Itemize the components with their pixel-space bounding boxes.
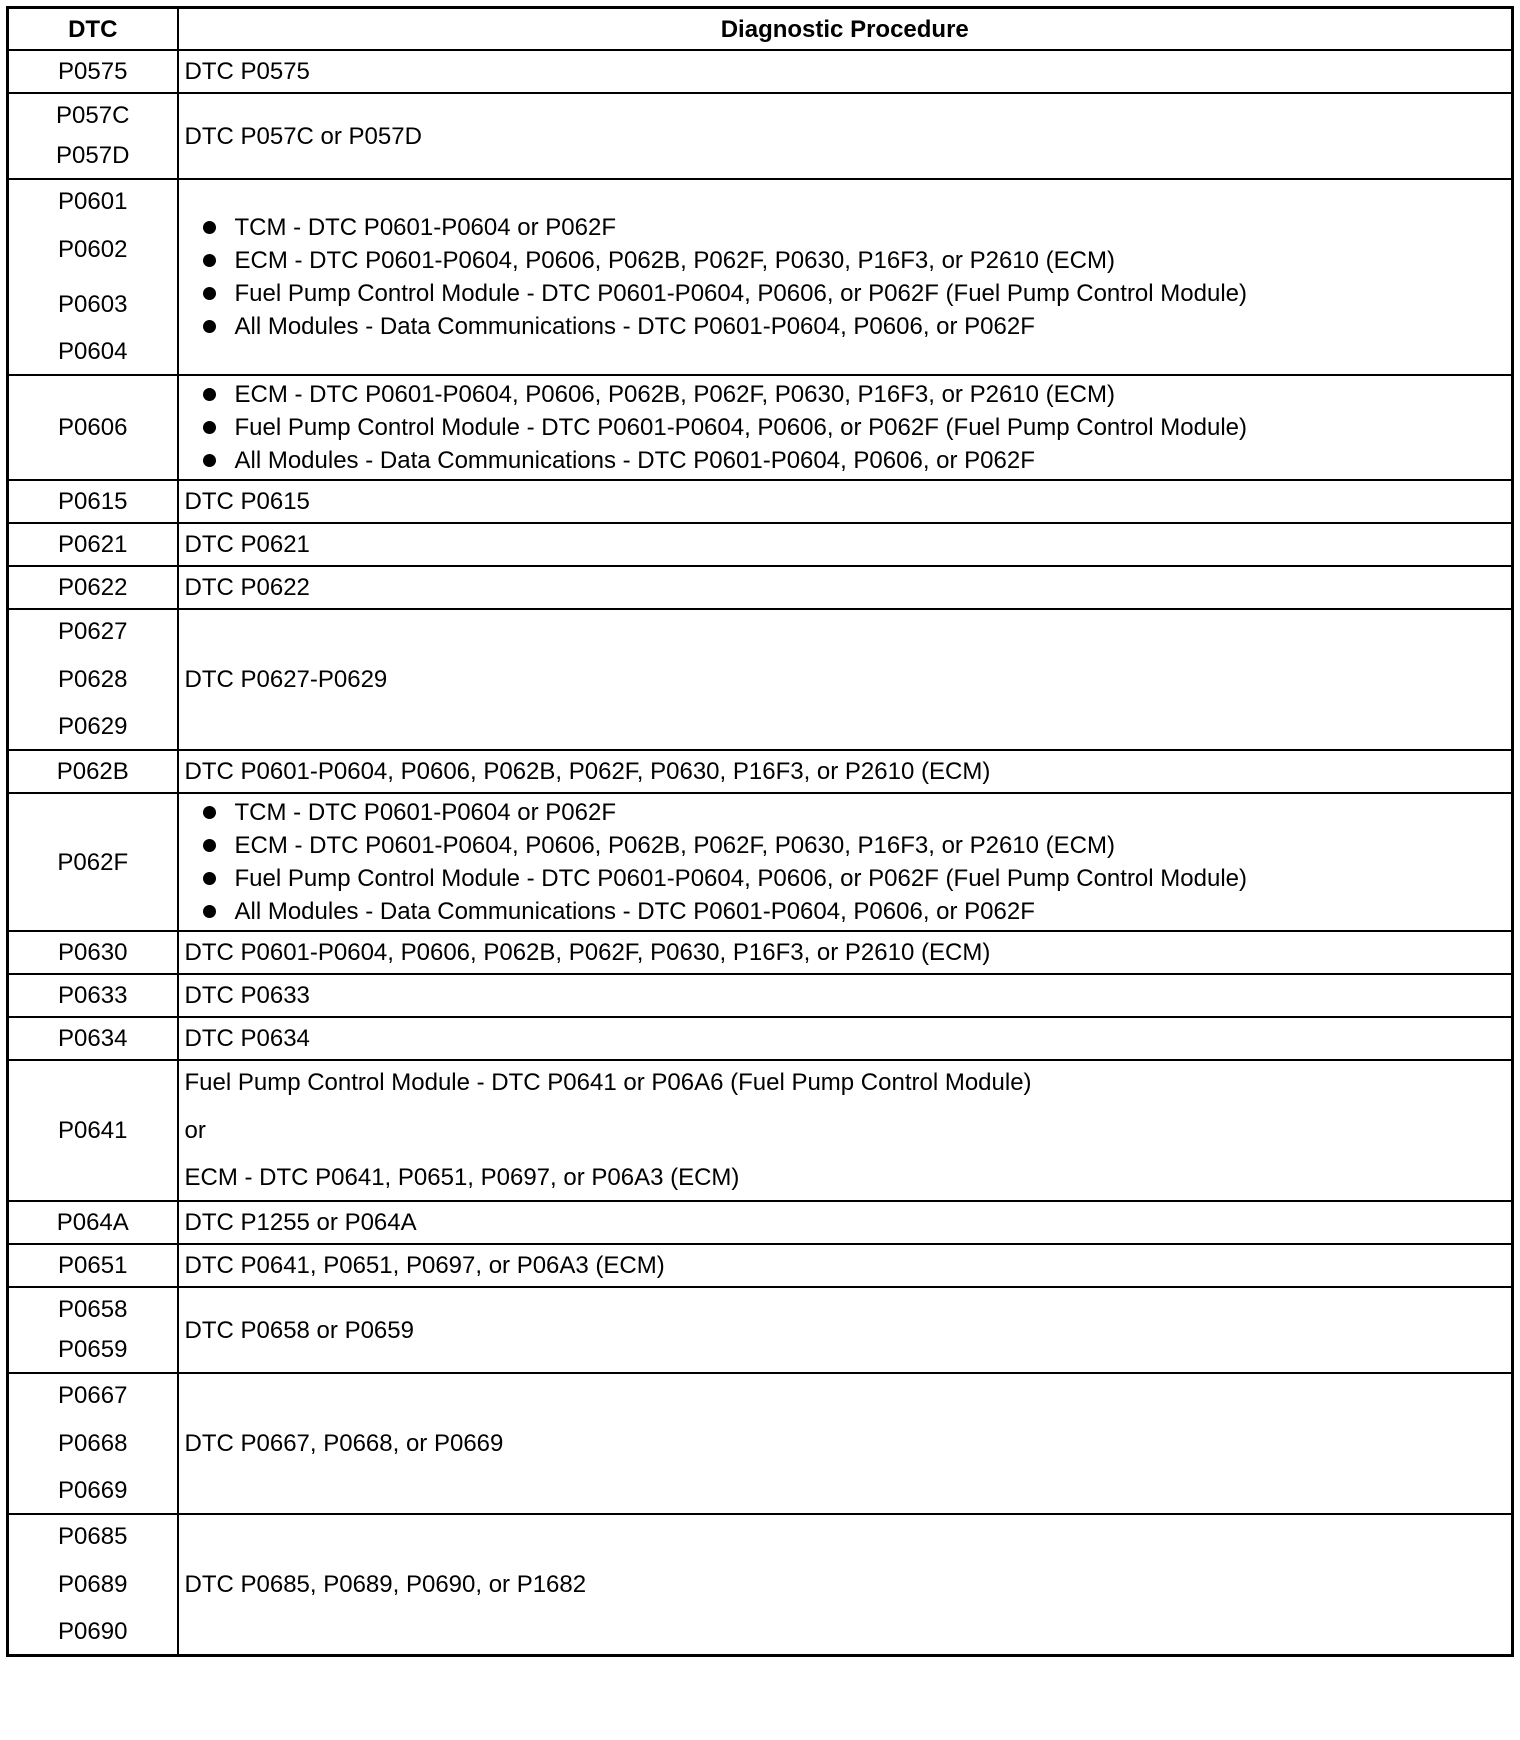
procedure-link-text[interactable]: DTC P0641, P0651, P0697, or P06A3 (ECM) — [184, 1252, 665, 1279]
dtc-code-cell — [8, 1060, 178, 1201]
procedure-link-text[interactable]: Fuel Pump Control Module - DTC P0601-P0604, P0606, or P062F (Fuel Pump Control Module) — [234, 865, 1247, 892]
header-row — [8, 8, 1513, 51]
procedure-link-text[interactable]: TCM - DTC P0601-P0604 or P062F — [234, 214, 616, 241]
procedure-link-text[interactable]: ECM - DTC P0601-P0604, P0606, P062B, P062F, P0630, P16F3, or P2610 (ECM) — [234, 247, 1115, 274]
bullet-dot-icon — [203, 839, 216, 852]
procedure-bullet-item — [203, 796, 1506, 829]
dtc-code: P0615 — [58, 488, 128, 515]
dtc-code-list — [9, 612, 177, 747]
procedure-link-text[interactable]: DTC P0634 — [184, 1025, 310, 1052]
dtc-code-list — [9, 1290, 177, 1370]
dtc-code: P0634 — [58, 1025, 128, 1052]
dtc-code-list — [9, 569, 177, 606]
bullet-dot-icon — [203, 388, 216, 401]
dtc-code: P0601 — [58, 188, 128, 215]
dtc-code-list — [9, 182, 177, 372]
dtc-code-cell — [8, 93, 178, 179]
dtc-code: P0575 — [58, 58, 128, 85]
dtc-code: P0622 — [58, 574, 128, 601]
bullet-dot-icon — [203, 454, 216, 467]
procedure-bullet-list — [185, 796, 1506, 928]
procedure-bullet-item — [203, 211, 1506, 244]
diagnostic-procedure-cell — [178, 1244, 1513, 1287]
dtc-code: P0690 — [58, 1618, 128, 1645]
dtc-code: P0629 — [58, 713, 128, 740]
dtc-code: P0668 — [58, 1430, 128, 1457]
table-row — [8, 609, 1513, 750]
dtc-code-list — [9, 53, 177, 90]
dtc-code: P0604 — [58, 338, 128, 365]
procedure-link-text[interactable]: DTC P0621 — [184, 531, 310, 558]
dtc-code: P0606 — [58, 414, 128, 441]
dtc-code-list — [9, 483, 177, 520]
dtc-code: P0689 — [58, 1571, 128, 1598]
dtc-code: P0659 — [58, 1336, 128, 1363]
dtc-code: P0667 — [58, 1382, 128, 1409]
table-row — [8, 1287, 1513, 1373]
table-row — [8, 1060, 1513, 1201]
procedure-link-text[interactable]: DTC P0627-P0629 — [184, 666, 388, 693]
dtc-code-cell — [8, 1373, 178, 1514]
diagnostic-procedure-cell — [178, 793, 1513, 931]
dtc-code-list — [9, 1204, 177, 1241]
dtc-code-cell — [8, 375, 178, 480]
procedure-paragraph[interactable]: ECM - DTC P0641, P0651, P0697, or P06A3 (ECM) — [184, 1164, 740, 1191]
procedure-link-text[interactable]: DTC P0615 — [184, 488, 310, 515]
procedure-bullet-item — [203, 378, 1506, 411]
table-row — [8, 1244, 1513, 1287]
bullet-dot-icon — [203, 320, 216, 333]
table-row — [8, 974, 1513, 1017]
dtc-code-cell — [8, 480, 178, 523]
table-row — [8, 50, 1513, 93]
diagnostic-procedure-cell — [178, 750, 1513, 793]
procedure-column-header: Diagnostic Procedure — [178, 8, 1513, 51]
dtc-code: P0641 — [58, 1117, 128, 1144]
dtc-code-cell — [8, 1201, 178, 1244]
dtc-code-list — [9, 753, 177, 790]
diagnostic-procedure-cell — [178, 1017, 1513, 1060]
diagnostic-procedure-cell — [178, 1201, 1513, 1244]
procedure-bullet-item — [203, 444, 1506, 477]
diagnostic-procedure-cell — [178, 480, 1513, 523]
dtc-code-cell — [8, 179, 178, 375]
procedure-bullet-item — [203, 829, 1506, 862]
procedure-bullet-item — [203, 411, 1506, 444]
diagnostic-procedure-cell — [178, 1287, 1513, 1373]
procedure-link-text[interactable]: ECM - DTC P0601-P0604, P0606, P062B, P062F, P0630, P16F3, or P2610 (ECM) — [234, 381, 1115, 408]
procedure-bullet-list — [185, 378, 1506, 477]
table-body — [8, 50, 1513, 1656]
dtc-code-cell — [8, 793, 178, 931]
dtc-code: P057C — [56, 102, 130, 129]
procedure-bullet-item — [203, 277, 1506, 310]
dtc-code-list — [9, 1020, 177, 1057]
diagnostic-procedure-cell — [178, 1373, 1513, 1514]
dtc-code: P0633 — [58, 982, 128, 1009]
diagnostic-procedure-cell — [178, 1060, 1513, 1201]
dtc-code-list — [9, 409, 177, 446]
procedure-link-text[interactable]: DTC P0633 — [184, 982, 310, 1009]
table-row — [8, 750, 1513, 793]
dtc-code: P0628 — [58, 666, 128, 693]
dtc-code-list — [9, 1112, 177, 1149]
dtc-code: P057D — [56, 142, 130, 169]
procedure-link-text[interactable]: ECM - DTC P0601-P0604, P0606, P062B, P062F, P0630, P16F3, or P2610 (ECM) — [234, 832, 1115, 859]
table-row — [8, 793, 1513, 931]
dtc-code-cell — [8, 1514, 178, 1656]
dtc-code: P0651 — [58, 1252, 128, 1279]
dtc-code: P064A — [56, 1209, 129, 1236]
diagnostic-procedure-cell — [178, 523, 1513, 566]
dtc-code-list — [9, 1247, 177, 1284]
table-row — [8, 375, 1513, 480]
bullet-dot-icon — [203, 287, 216, 300]
procedure-link-text[interactable]: All Modules - Data Communications - DTC P0601-P0604, P0606, or P062F — [234, 898, 1035, 925]
dtc-code-cell — [8, 931, 178, 974]
table-row — [8, 1201, 1513, 1244]
dtc-code: P062F — [57, 848, 129, 876]
procedure-paragraph: or — [184, 1117, 206, 1144]
dtc-code-cell — [8, 523, 178, 566]
dtc-code-cell — [8, 1244, 178, 1287]
dtc-code-list — [9, 1517, 177, 1652]
procedure-link-text[interactable]: DTC P0601-P0604, P0606, P062B, P062F, P0630, P16F3, or P2610 (ECM) — [184, 758, 991, 785]
bullet-dot-icon — [203, 872, 216, 885]
dtc-code: P0685 — [58, 1523, 128, 1550]
bullet-dot-icon — [203, 806, 216, 819]
dtc-column-header: DTC — [8, 8, 178, 51]
procedure-paragraph[interactable]: Fuel Pump Control Module - DTC P0641 or P06A6 (Fuel Pump Control Module) — [184, 1069, 1032, 1096]
diagnostic-procedure-cell — [178, 609, 1513, 750]
dtc-code-cell — [8, 50, 178, 93]
dtc-code: P062B — [56, 758, 129, 785]
dtc-code: P0621 — [58, 531, 128, 558]
procedure-bullet-item — [203, 862, 1506, 895]
procedure-bullet-list — [185, 211, 1506, 343]
procedure-link-text[interactable]: Fuel Pump Control Module - DTC P0601-P0604, P0606, or P062F (Fuel Pump Control Module) — [234, 280, 1247, 307]
dtc-code-list — [9, 844, 177, 881]
procedure-link-text[interactable]: Fuel Pump Control Module - DTC P0601-P0604, P0606, or P062F (Fuel Pump Control Module) — [234, 414, 1247, 441]
table-row — [8, 480, 1513, 523]
dtc-code-cell — [8, 566, 178, 609]
diagnostic-procedure-cell — [178, 566, 1513, 609]
dtc-code: P0630 — [58, 939, 128, 966]
dtc-code-cell — [8, 974, 178, 1017]
diagnostic-procedure-cell — [178, 50, 1513, 93]
procedure-bullet-item — [203, 244, 1506, 277]
procedure-bullet-item — [203, 310, 1506, 343]
diagnostic-procedure-cell — [178, 179, 1513, 375]
procedure-link-text[interactable]: DTC P0658 or P0659 — [184, 1316, 414, 1344]
dtc-code-list — [9, 934, 177, 971]
table-row — [8, 931, 1513, 974]
dtc-code-list — [9, 526, 177, 563]
dtc-code: P0658 — [58, 1296, 128, 1323]
diagnostic-procedure-cell — [178, 375, 1513, 480]
table-row — [8, 566, 1513, 609]
procedure-link-text[interactable]: DTC P1255 or P064A — [184, 1209, 417, 1236]
dtc-code: P0602 — [58, 236, 128, 263]
dtc-code-cell — [8, 1017, 178, 1060]
table-row — [8, 179, 1513, 375]
dtc-code-list — [9, 1376, 177, 1511]
table-row — [8, 523, 1513, 566]
diagnostic-procedure-cell — [178, 1514, 1513, 1656]
bullet-dot-icon — [203, 421, 216, 434]
diagnostic-procedure-cell — [178, 931, 1513, 974]
dtc-code: P0603 — [58, 291, 128, 318]
diagnostic-procedure-cell — [178, 974, 1513, 1017]
procedure-link-text[interactable]: DTC P0601-P0604, P0606, P062B, P062F, P0630, P16F3, or P2610 (ECM) — [184, 939, 991, 966]
diagnostic-procedure-cell — [178, 93, 1513, 179]
dtc-table — [6, 6, 1514, 1657]
dtc-code: P0669 — [58, 1477, 128, 1504]
procedure-link-text[interactable]: DTC P057C or P057D — [184, 122, 422, 150]
dtc-code-list — [9, 977, 177, 1014]
procedure-link-text[interactable]: All Modules - Data Communications - DTC P0601-P0604, P0606, or P062F — [234, 313, 1035, 340]
procedure-link-text[interactable]: DTC P0575 — [184, 58, 310, 85]
dtc-code-list — [9, 96, 177, 176]
procedure-link-text[interactable]: All Modules - Data Communications - DTC P0601-P0604, P0606, or P062F — [234, 447, 1035, 474]
procedure-bullet-item — [203, 895, 1506, 928]
procedure-link-text[interactable]: DTC P0685, P0689, P0690, or P1682 — [184, 1571, 587, 1598]
dtc-code: P0627 — [58, 618, 128, 645]
bullet-dot-icon — [203, 221, 216, 234]
table-row — [8, 1373, 1513, 1514]
table-row — [8, 1017, 1513, 1060]
table-row — [8, 93, 1513, 179]
procedure-link-text[interactable]: TCM - DTC P0601-P0604 or P062F — [234, 799, 616, 826]
dtc-code-cell — [8, 750, 178, 793]
dtc-code-cell — [8, 609, 178, 750]
bullet-dot-icon — [203, 254, 216, 267]
dtc-code-cell — [8, 1287, 178, 1373]
procedure-link-text[interactable]: DTC P0667, P0668, or P0669 — [184, 1430, 504, 1457]
bullet-dot-icon — [203, 905, 216, 918]
procedure-link-text[interactable]: DTC P0622 — [184, 574, 310, 601]
table-row — [8, 1514, 1513, 1656]
